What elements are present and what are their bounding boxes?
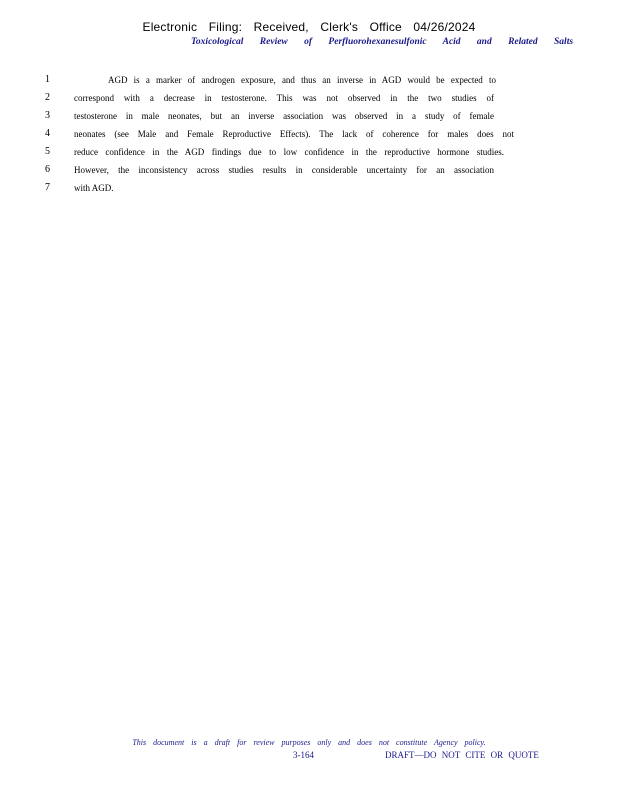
line-number: 6 — [45, 164, 50, 175]
footer-disclaimer: This document is a draft for review purposes only and does not constitute Agency policy. — [132, 738, 486, 747]
text-line — [0, 107, 618, 125]
line-number: 5 — [45, 146, 50, 157]
line-text: AGD is a marker of androgen exposure, and thus an inverse in AGD would be expected to — [108, 75, 496, 85]
line-number: 2 — [45, 92, 50, 103]
text-line — [0, 179, 618, 197]
line-text: reduce confidence in the AGD findings due to low confidence in the reproductive hormone studies. — [74, 147, 504, 157]
running-header: Toxicological Review of Perfluorohexanesulfonic Acid and Related Salts — [191, 37, 574, 47]
page-number: 3-164 — [293, 750, 314, 760]
line-number: 3 — [45, 110, 50, 121]
text-line — [0, 71, 618, 89]
filing-stamp: Electronic Filing: Received, Clerk's Office 04/26/2024 — [142, 20, 476, 34]
draft-label: DRAFT—DO NOT CITE OR QUOTE — [385, 750, 539, 760]
line-text: with AGD. — [74, 183, 114, 193]
line-text: neonates (see Male and Female Reproductive Effects). The lack of coherence for males does not — [74, 129, 514, 139]
line-number: 1 — [45, 74, 50, 85]
line-text: testosterone in male neonates, but an inverse association was observed in a study of female — [74, 111, 494, 121]
line-number: 7 — [45, 182, 50, 193]
text-line — [0, 143, 618, 161]
body-text — [0, 71, 618, 197]
line-number: 4 — [45, 128, 50, 139]
line-text: correspond with a decrease in testosterone. This was not observed in the two studies of — [74, 93, 494, 103]
line-text: However, the inconsistency across studies results in considerable uncertainty for an association — [74, 165, 494, 175]
text-line — [0, 125, 618, 143]
text-line — [0, 89, 618, 107]
text-line — [0, 161, 618, 179]
